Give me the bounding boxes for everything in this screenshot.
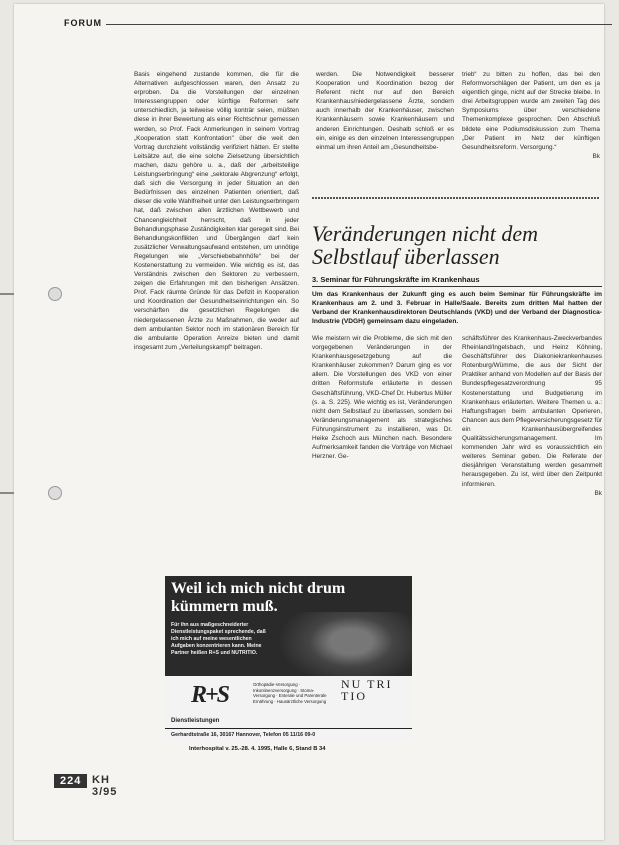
- ad-company-name: Dienstleistungen: [171, 718, 220, 724]
- article-divider: [312, 197, 600, 199]
- ad-body-text: Für ihn aus maßgeschneiderter Dienstleistungspaket sprechende, daß ich mich auf meine wesentlichen Aufgaben konzentrieren kann. Meine Partner heißen R+S und NUTRITIO.: [171, 622, 266, 656]
- ad-address: Gerhardtstraße 16, 30167 Hannover, Telefon 05 11/16 09-0: [165, 728, 412, 741]
- column-text: trieb“ zu bitten zu hoffen, das bei den Reformvorschlägen der Patient, um den es ja eigentlich ginge, nicht auf der Strecke bleibe. In drei Arbeitsgruppen wurde am zweiten Tag des Symposiums über verschiedene Themenkomplexe gesprochen. Den Abschluß bildete eine Podiumsdiskussion zum Thema „Der Patient im Netz der künftigen Gesundheitsreform. Versorgung.“: [462, 71, 600, 151]
- magazine-page: [14, 4, 604, 840]
- page-number: 224: [54, 774, 87, 788]
- subhead-rule: [312, 286, 602, 287]
- header-rule: [92, 24, 612, 25]
- punch-mark-icon: [0, 492, 14, 494]
- punch-hole-icon: [48, 287, 62, 301]
- ad-service-list: Orthopädie-Versorgung · Inkontinenzversorgung · Stoma-Versorgung · Enterale und Parenterale Ernährung · Hausärztliche Versorgung: [253, 682, 327, 704]
- punch-mark-icon: [0, 293, 14, 295]
- punch-hole-icon: [48, 486, 62, 500]
- article-lead: Um das Krankenhaus der Zukunft ging es auch beim Seminar für Führungskräfte im Krankenhaus am 2. und 3. Februar in Halle/Saale. Bereits zum dritten Mal hatten der Verband der Krankenhausdirektoren Deutschlands (VKD) und der Verband der Diagnostica-Industrie (VDGH) gemeinsam dazu eingeladen.: [312, 291, 602, 325]
- article-column-left: [312, 334, 452, 556]
- article-subheadline: 3. Seminar für Führungskräfte im Krankenhaus: [312, 275, 480, 284]
- column-text: werden. Die Notwendigkeit besserer Kooperation und Koordination bezog der Referent nicht nur auf den Bereich Krankenhaus/niedergelassene Ärzte, sondern auch innerhalb der Krankenhäuser, zwischen Krankenhäusern sowie Krankenhäusern und anderen Einrichtungen. Deshalb schloß er es ein, einige es den einzelnen Interessengruppen einmal um ihren Anteil am „Gesundheitsbe-: [316, 71, 454, 151]
- ad-headline: Weil ich mich nicht drum kümmern muß.: [171, 580, 346, 615]
- column-text: schäftsführer des Krankenhaus-Zweckverbandes Rheinland/Ingelsbach, und Heinz Köhning, Geschäftsführer des Diakoniekrankenhauses Rotenburg/Wümme, die aus der Sicht der Praktiker anhand von Modellen auf der Basis der Bundespflegesatzverordnung 95 Kostenerstattung und Budgetierung im Krankenhaus erläuterten. Weitere Themen u. a.: Haftungsfragen beim ambulanten Operieren, Chancen aus dem Pflegeversicherungsgesetz für ein Krankenhausübergreifendes Qualitätssicherungsmanagement. Im kommenden Jahr wird es voraussichtlich ein weiteres Seminar geben. Die Referate der diesjährigen Veranstaltung werden gesammelt herausgegeben. Zu ist, wird über den Zeitpunkt informieren.: [462, 335, 602, 488]
- author-signature: Bk: [592, 152, 600, 160]
- issue-label: KH 3/95: [92, 774, 118, 798]
- column-text: Wie meistern wir die Probleme, die sich mit den vorgegebenen Veränderungen in der Krankenhausgesetzgebung auf die Krankenhäuser zukommen? Darum ging es vor allem. Die Vorstellungen des VKD von einer dritten Reformstufe erläuterte in dessen Geschäftsführung, VKD-Chef Dr. Hubertus Müller (s. a. S. 225). Wie wichtig es ist, Veränderungen nicht dem Selbstlauf zu überlassen, sondern bei Veränderungsmanagement als strategisches Führungsinstrument zu installieren, was Dr. Heike Zschoch aus München nach. Besondere Aufmerksamkeit fanden die Vorträge von Michael Herzner. Ge-: [312, 335, 452, 461]
- ad-caption: Interhospital v. 25.-28. 4. 1995, Halle 6, Stand B 34: [189, 746, 326, 752]
- section-header: [42, 18, 612, 30]
- rs-logo: R+S: [191, 682, 229, 708]
- nutritio-logo: NU TRI TIO: [341, 677, 393, 703]
- column-text: Basis eingehend zustande kommen, die für die Alternativen aufgeschlossen waren, den Ansatz zu erproben. Da die Vorstellungen der einzelnen Interessengruppen oder künftige Reformen sehr unterschiedlich, ja teilweise völlig konträr seien, müßten diese in ihrer Bewertung als einer Richtschnur gemessen werden, so Prof. Fack Anmerkungen in seinem Vortrag „Kooperation statt Konfrontation" über die weit den Vortrag durchzieht vollständig verifiziert hätten. Er stellte Leitsätze auf, die eine solche Zielsetzung übersichtlich machen, dazu gehöre u. a., daß der „arbeitsteilige Leistungserbringung“ eine „sektorale Abgrenzung“ erfolgt, daß sich die Versorgung in jeder Situation an den Bedürfnissen des einzelnen Patienten orientiert, daß dieser die volle Wahlfreiheit unter den Leistungserbringern hat, daß zwischen allen ärztlichen Wettbewerb und Chancengleichheit herrscht, daß in jeder Behandlungsphase Zuständigkeiten klar geregelt sind. Bei Behandlungskonflikten und Übergängen darf kein zusätzlicher Verwaltungsaufwand entstehen, um unnötige Regelungen wie „Verschiebebahnhöfe“ bei der Kostenerstattung zu vermeiden. Wie wichtig es ist, das Verständnis zwischen den Sektoren zu verbessern, zeigen die Erfahrungen mit den bisherigen Ansätzen. Prof. Fack räumte Gründe für das Defizit in Kooperation und Koordination der Gesundheitseinrichtungen ein. So verschärften die gesetzlichen Regelungen die niedergelassenen Ärzte zu Maßnahmen, die weder auf dem ambulanten Sektor noch im stationären Bereich für die ambulante Operation Anreize bieten und damit insgesamt zum „Verteilungskampf“ beitragen.: [134, 71, 299, 351]
- article-column-end: [462, 70, 600, 190]
- article-column-continued: [316, 70, 454, 190]
- article-column-right: [462, 334, 602, 596]
- ad-logo-panel: [165, 676, 412, 728]
- section-label: FORUM: [60, 18, 106, 28]
- article-headline: Veränderungen nicht dem Selbstlauf überlassen: [312, 221, 539, 269]
- ad-photo-man: [277, 612, 412, 686]
- advertisement: [165, 576, 412, 741]
- author-signature: Bk: [594, 489, 602, 497]
